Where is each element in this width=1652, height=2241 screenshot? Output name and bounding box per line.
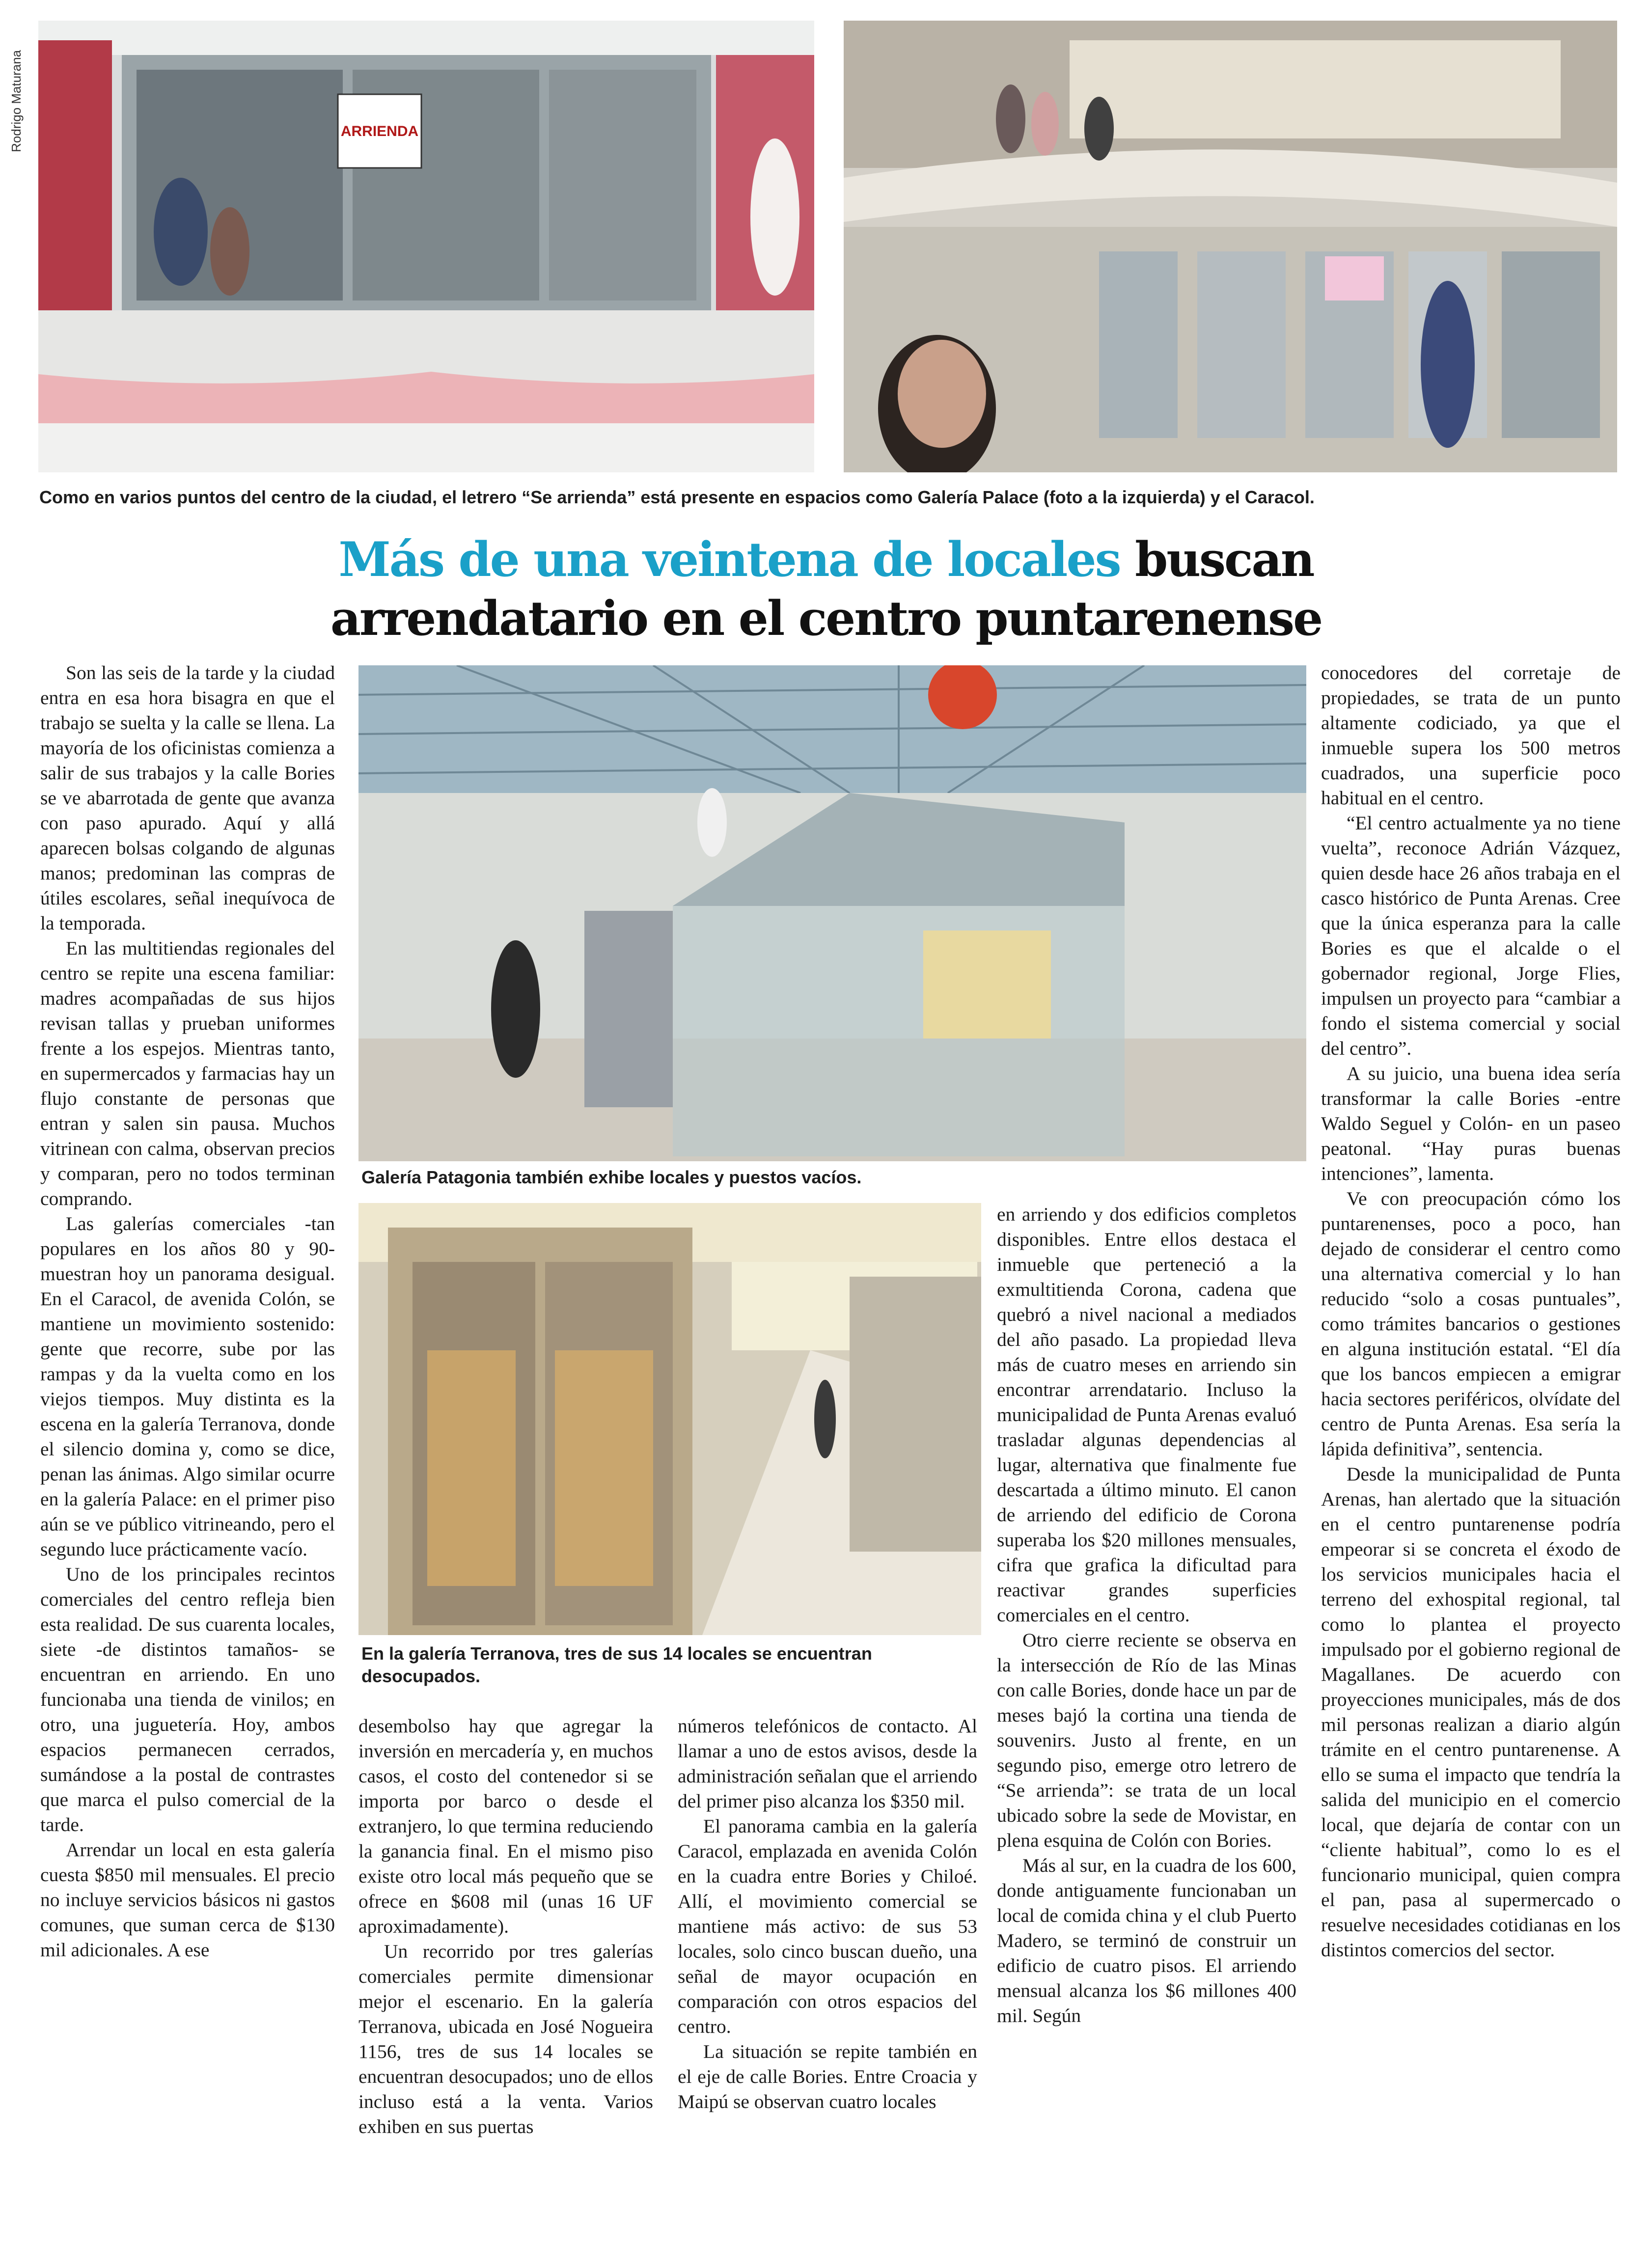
headline-rest: buscan [1120, 532, 1314, 587]
paragraph: en arriendo y dos edificios completos disponibles. Entre ellos destaca el inmueble que perteneció a la exmultitienda Corona, cadena que quebró a nivel nacional a mediados del año pasado. La propiedad lleva más de cuatro meses en arriendo sin encontrar arrendatario. Incluso la municipalidad de Punta Arenas evaluó trasladar algunas dependencias al lugar, alternativa que finalmente fue descartada a último minuto. El canon de arriendo del edificio de Corona superaba los $20 millones mensuales, cifra que grafica la dificultad para reactivar grandes superficies comerciales en el centro. [997, 1203, 1296, 1626]
photo-galeria-palace [38, 21, 814, 472]
photo-credit: Rodrigo Maturana [9, 50, 24, 152]
paragraph: Desde la municipalidad de Punta Arenas, han alertado que la situación en el centro puntarenense podría empeorar si se concreta el éxodo de los servicios municipales hacia el terreno del exhospital regional, tal como lo plantea el proyecto impulsado por el gobierno regional de Magallanes. De acuerdo con proyecciones municipales, más de dos mil personas realizan a diario algún trámite en el centro puntarenense. A ello se suma el impacto que tendría la salida del municipio en el comercio local, que dejaría de contar con un “cliente habitual”, como lo es el funcionario municipal, quien compra el pan, pasa al supermercado o resuelve necesidades cotidianas en los distintos comercios del sector. [1321, 1463, 1621, 1961]
paragraph: A su juicio, una buena idea sería transformar la calle Bories -entre Waldo Seguel y Colón- en un paseo peatonal. “Hay puras buenas intenciones”, lamenta. [1321, 1063, 1621, 1184]
article-column-3 [678, 1714, 977, 2114]
article-column-1 [40, 660, 335, 1963]
paragraph: desembolso hay que agregar la inversión en mercadería y, en muchos casos, el costo del contenedor si se importa por barco o desde el extranjero, lo que termina reduciendo la ganancia final. En el mismo piso existe otro local más pequeño que se ofrece en $608 mil (unas 16 UF aproximadamente). [358, 1715, 653, 1937]
paragraph: La situación se repite también en el eje de calle Bories. Entre Croacia y Maipú se observan cuatro locales [678, 2041, 977, 2112]
paragraph: números telefónicos de contacto. Al llamar a uno de estos avisos, desde la administración señalan que el arriendo del primer piso alcanza los $350 mil. [678, 1715, 977, 1812]
paragraph: Más al sur, en la cuadra de los 600, donde antiguamente funcionaban un local de comida china y el club Puerto Madero, se terminó de construir un edificio de cuatro pisos. El arriendo mensual alcanza los $6 millones 400 mil. Según [997, 1855, 1296, 2026]
paragraph: Son las seis de la tarde y la ciudad entra en esa hora bisagra en que el trabajo se suelta y la calle se llena. La mayoría de los oficinistas comienza a salir de sus trabajos y la calle Bories se ve abarrotada de gente que avanza con paso apurado. Aquí y allá aparecen bolsas colgando de algunas manos; predominan las compras de útiles escolares, señal inequívoca de la temporada. [40, 662, 335, 934]
article-column-4 [997, 1202, 1296, 2028]
paragraph: En las multitiendas regionales del centro se repite una escena familiar: madres acompañadas de sus hijos revisan tallas y prueban uniformes frente a los espejos. Mientras tanto, en supermercados y farmacias hay un flujo constante de personas que entran y salen sin pausa. Muchos vitrinean con calma, observan precios y comparan, pero no todos terminan comprando. [40, 937, 335, 1209]
paragraph: Otro cierre reciente se observa en la intersección de Río de las Minas con calle Bories, donde hace un par de meses bajó la cortina una tienda de souvenirs. Justo al frente, en un segundo piso, emerge otro letrero de “Se arrienda”: se trata de un local ubicado sobre la sede de Movistar, en plena esquina de Colón con Bories. [997, 1629, 1296, 1851]
paragraph: Ve con preocupación cómo los puntarenenses, poco a poco, han dejado de considerar el centro como una alternativa comercial y lo han reducido “solo a cosas puntuales”, como trámites bancarios o gestiones en alguna institución estatal. “El día que los bancos empiecen a emigrar hacia sectores periféricos, olvídate del centro de Punta Arenas. Esa sería la lápida definitiva”, sentencia. [1321, 1188, 1621, 1460]
article-column-5 [1321, 660, 1621, 1963]
paragraph: conocedores del corretaje de propiedades, se trata de un punto altamente codiciado, ya que el inmueble supera los 500 metros cuadrados, una superficie poco habitual en el centro. [1321, 662, 1621, 809]
headline [0, 530, 1652, 589]
terranova-caption: En la galería Terranova, tres de sus 14 locales se encuentran desocupados. [361, 1643, 872, 1686]
paragraph: Uno de los principales recintos comerciales del centro refleja bien esta realidad. De sus cuarenta locales, siete -de distintos tamaños- se encuentran en arriendo. En uno funcionaba una tienda de vinilos; en otro, una juguetería. Hoy, ambos espacios permanecen cerrados, sumándose a la postal de contrastes que marca el pulso comercial de la tarde. [40, 1563, 335, 1835]
patagonia-caption: Galería Patagonia también exhibe locales y puestos vacíos. [361, 1167, 862, 1187]
arrienda-sign: ARRIENDA [340, 123, 419, 139]
paragraph: Un recorrido por tres galerías comerciales permite dimensionar mejor el escenario. En la galería Terranova, ubicada en José Nogueira 1156, tres de sus 14 locales se encuentran desocupados; uno de ellos incluso está a la venta. Varios exhiben en sus puertas [358, 1940, 653, 2137]
paragraph: Arrendar un local en esta galería cuesta $850 mil mensuales. El precio no incluye servicios básicos ni gastos comunes, que suman cerca de $130 mil adicionales. A ese [40, 1839, 335, 1961]
paragraph: El panorama cambia en la galería Caracol, emplazada en avenida Colón en la cuadra entre Bories y Chiloé. Allí, el movimiento comercial se mantiene más activo: de sus 53 locales, solo cinco buscan dueño, una señal de mayor ocupación en comparación con otros espacios del centro. [678, 1815, 977, 2037]
top-photo-caption: Como en varios puntos del centro de la ciudad, el letrero “Se arrienda” está presente en espacios como Galería Palace (foto a la izquierda) y el Caracol. [39, 487, 1315, 507]
headline-line2: arrendatario en el centro puntarenense [330, 591, 1322, 646]
photo-galeria-caracol [844, 21, 1617, 472]
paragraph: “El centro actualmente ya no tiene vuelta”, reconoce Adrián Vázquez, quien desde hace 26 años trabaja en el casco histórico de Punta Arenas. Cree que la única esperanza para la calle Bories es que el alcalde o el gobernador regional, Jorge Flies, impulsen un proyecto para “cambiar a fondo el sistema comercial y social del centro”. [1321, 812, 1621, 1059]
photo-galeria-patagonia [358, 665, 1306, 1161]
photo-galeria-terranova [358, 1203, 981, 1635]
article-column-2 [358, 1714, 653, 2139]
headline-highlight: Más de una veintena de locales [338, 532, 1120, 587]
paragraph: Las galerías comerciales -tan populares en los años 80 y 90- muestran hoy un panorama desigual. En el Caracol, de avenida Colón, se mantiene un movimiento sostenido: gente que recorre, sube por las rampas y da la vuelta como en los viejos tiempos. Muy distinta es la escena en la galería Terranova, donde el silencio domina y, como se dice, penan las ánimas. Algo similar ocurre en la galería Palace: en el primer piso aún se ve público vitrineando, pero el segundo luce prácticamente vacío. [40, 1213, 335, 1560]
